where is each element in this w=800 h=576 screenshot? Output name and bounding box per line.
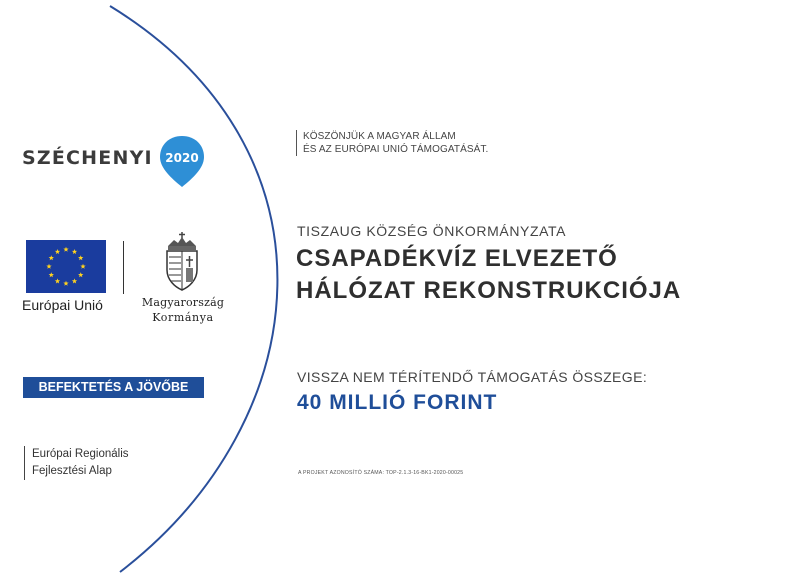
government-line1: Magyarország	[141, 296, 225, 309]
szechenyi-2020-logo	[22, 128, 207, 188]
project-owner: TISZAUG KÖZSÉG ÖNKORMÁNYZATA	[297, 223, 567, 239]
project-title-line1: CSAPADÉKVÍZ ELVEZETŐ	[296, 245, 618, 272]
thanks-line2: ÉS AZ EURÓPAI UNIÓ TÁMOGATÁSÁT.	[303, 144, 489, 155]
brand-name: SZÉCHENYI	[22, 147, 153, 169]
project-title-line2: HÁLÓZAT REKONSTRUKCIÓJA	[296, 277, 682, 304]
project-id: A PROJEKT AZONOSÍTÓ SZÁMA: TOP-2.1.3-16-BK1-2020-00025	[298, 470, 464, 476]
invest-banner: BEFEKTETÉS A JÖVŐBE	[23, 377, 204, 398]
eu-label: Európai Unió	[22, 297, 103, 313]
thanks-line1: KÖSZÖNJÜK A MAGYAR ÁLLAM	[303, 131, 456, 142]
fund-line2: Fejlesztési Alap	[32, 465, 112, 477]
support-amount: 40 MILLIÓ FORINT	[297, 391, 498, 414]
government-line2: Kormánya	[152, 311, 214, 324]
support-label: VISSZA NEM TÉRÍTENDŐ TÁMOGATÁS ÖSSZEGE:	[297, 369, 648, 385]
fund-line1: Európai Regionális	[32, 448, 129, 460]
logo-divider	[123, 241, 124, 294]
thanks-text	[296, 130, 488, 156]
eu-flag-icon	[26, 240, 106, 293]
location-pin-icon	[157, 134, 207, 188]
fund-name	[24, 446, 129, 480]
government-label	[133, 295, 233, 325]
coat-of-arms-icon	[160, 232, 204, 292]
project-title	[296, 243, 681, 307]
brand-year: 2020	[165, 151, 199, 165]
